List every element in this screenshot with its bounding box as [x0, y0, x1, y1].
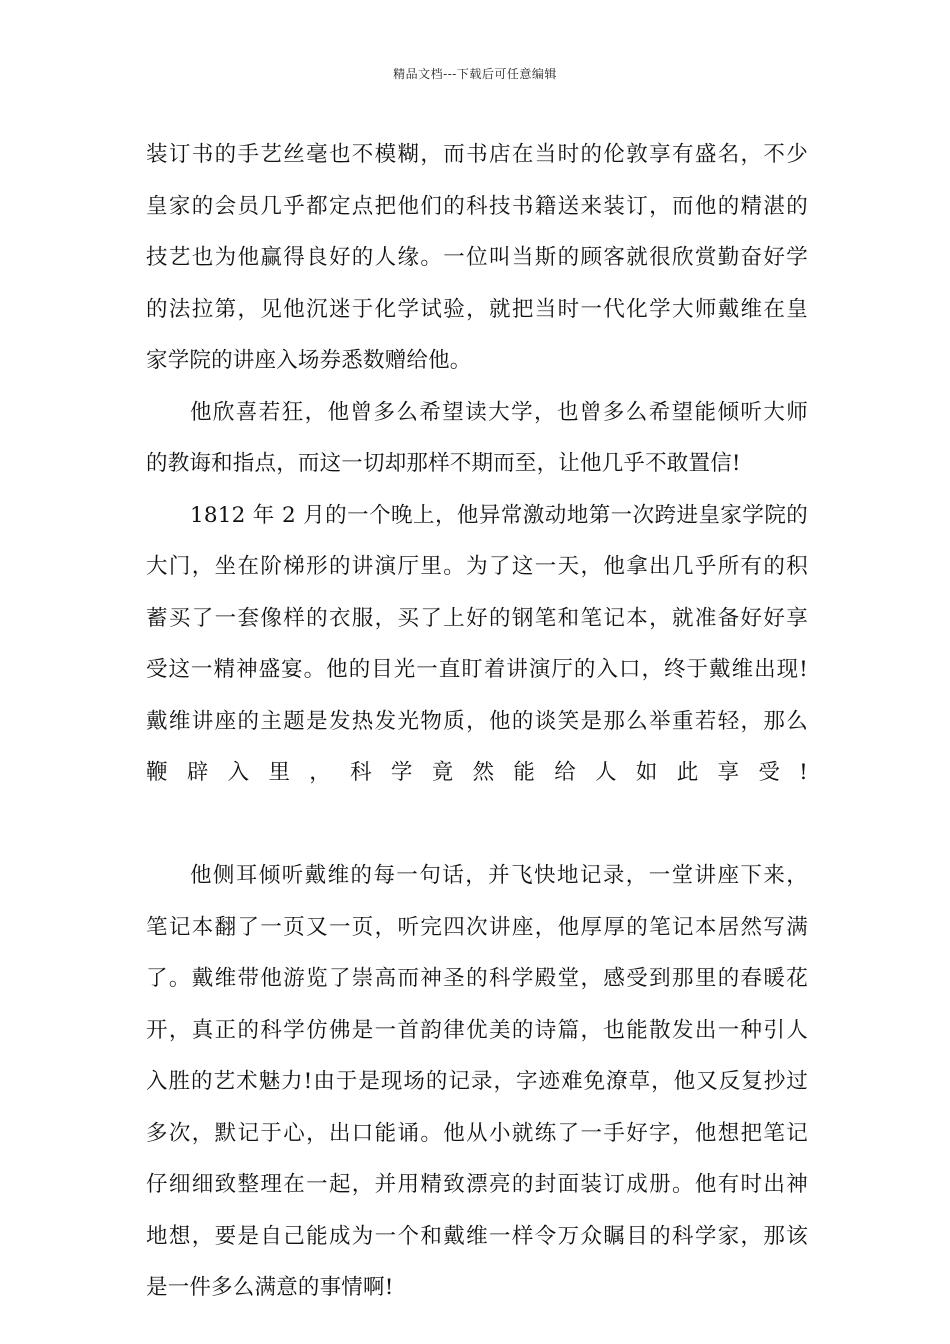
text-line: 蓄买了一套像样的衣服，买了上好的钢笔和笔记本，就准备好好享: [146, 605, 808, 631]
text-line: 他欣喜若狂，他曾多么希望读大学，也曾多么希望能倾听大师: [190, 399, 808, 425]
text-line: 地想，要是自己能成为一个和戴维一样令万众瞩目的科学家，那该: [146, 1223, 808, 1249]
text-line: 的教诲和指点，而这一切却那样不期而至，让他几乎不敢置信!: [146, 451, 741, 476]
paragraph: [146, 850, 808, 1314]
text-line: 仔细细致整理在一起，并用精致漂亮的封面装订成册。他有时出神: [146, 1172, 808, 1197]
text-line: 家学院的讲座入场券悉数赠给他。: [146, 348, 472, 373]
text-line: 了。戴维带他游览了崇高而神圣的科学殿堂，感受到那里的春暖花: [146, 966, 808, 991]
paragraph: [146, 387, 808, 490]
text-line: 1812 年 2 月的一个晚上，他异常激动地第一次跨进皇家学院的: [190, 502, 808, 528]
paragraph: [146, 129, 808, 387]
text-line: 开，真正的科学仿佛是一首韵律优美的诗篇，也能散发出一种引人: [146, 1017, 808, 1043]
text-line: 技艺也为他赢得良好的人缘。一位叫当斯的顾客就很欣赏勤奋好学: [146, 245, 808, 270]
paragraph: [146, 490, 808, 851]
text-line: 他侧耳倾听戴维的每一句话，并飞快地记录，一堂讲座下来，: [190, 863, 808, 888]
text-line: 入胜的艺术魅力!由于是现场的记录，字迹难免潦草，他又反复抄过: [146, 1069, 808, 1094]
text-line: 皇家的会员几乎都定点把他们的科技书籍送来装订，而他的精湛的: [146, 193, 808, 219]
text-line: 笔记本翻了一页又一页，听完四次讲座，他厚厚的笔记本居然写满: [146, 914, 808, 940]
text-line: 戴维讲座的主题是发热发光物质，他的谈笑是那么举重若轻，那么: [146, 708, 808, 734]
text-line: 的法拉第，见他沉迷于化学试验，就把当时一代化学大师戴维在皇: [146, 296, 808, 322]
text-line: [146, 799, 808, 851]
text-line: 多次，默记于心，出口能诵。他从小就练了一手好字，他想把笔记: [146, 1120, 808, 1146]
text-line: 受这一精神盛宴。他的目光一直盯着讲演厅的入口，终于戴维出现!: [146, 657, 808, 682]
page-header: 精品文档---下载后可任意编辑: [393, 67, 557, 81]
document-body: [146, 129, 808, 1314]
text-line: 装订书的手艺丝毫也不模糊，而书店在当时的伦敦享有盛名，不少: [146, 142, 808, 167]
text-line: 大门，坐在阶梯形的讲演厅里。为了这一天，他拿出几乎所有的积: [146, 554, 808, 579]
text-line: 是一件多么满意的事情啊!: [146, 1275, 394, 1300]
text-line: 鞭辟入里，科学竟然能给人如此享受!: [146, 760, 808, 785]
